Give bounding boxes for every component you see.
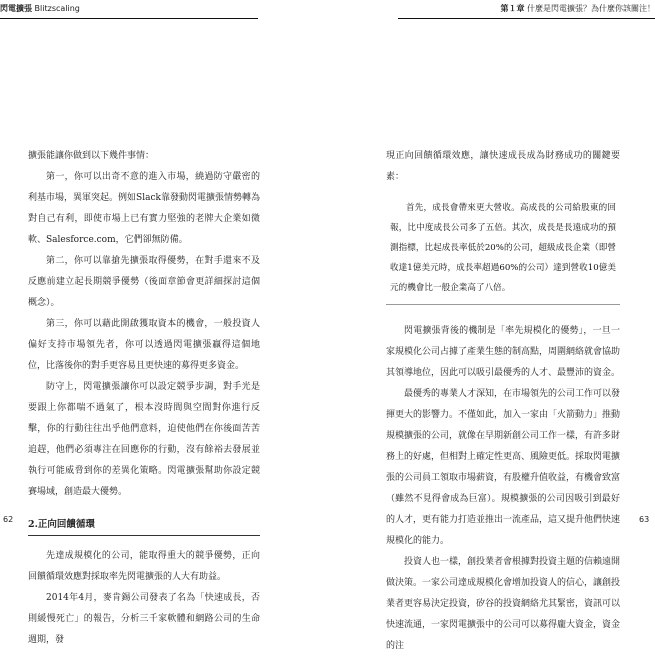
paragraph: 閃電擴張背後的機制是「率先規模化的優勢」，一旦一家規模化公司占據了產業生態的制高點，周圍網絡就會協助其領導地位，因此可以吸引最優秀的人才、最豐沛的資金。 [386, 326, 621, 378]
chapter-title: 什麼是閃電擴張？為什麼你該關注！ [527, 4, 655, 13]
paragraph: 擴張能讓你做到以下幾件事情： [28, 151, 155, 161]
paragraph: 現正向回饋循環效應，讓快速成長成為財務成功的關鍵要素： [386, 151, 620, 182]
paragraph: 先達成規模化的公司，能取得重大的競爭優勢，正向回饋循環效應對採取率先閃電擴張的人大有助益。 [28, 551, 260, 582]
block-quote: 首先，成長會帶來更大營收。高成長的公司給股東的回報，比中度成長公司多了五倍。其次，成長是長遠成功的預測指標，比起成長率低於20%的公司，超級成長企業（即營收達1億美元時，成長率超過60%的公司）達到營收10億美元的機會比一般企業高了八倍。 [386, 198, 620, 305]
section-title: 2.正向回饋循環 [28, 517, 260, 536]
running-head-right [398, 0, 655, 19]
page-number-left: 62 [3, 515, 14, 524]
left-page [28, 146, 260, 651]
page-number-right: 63 [639, 515, 650, 524]
paragraph: 最優秀的專業人才深知，在市場領先的公司工作可以發揮更大的影響力。不僅如此，加入一家由「火箭動力」推動規模擴張的公司，就像在早期新創公司工作一樣，有許多財務上的好處，但相對上確定性更高、風險更低。採取閃電擴張的公司員工領取市場薪資，有股權升值收益，有機會致富（雖然不見得會成為巨富）。規模擴張的公司因吸引到最好的人才，更有能力打造並推出一流產品，這又提升他們快速規模化的能力。 [386, 389, 621, 546]
paragraph: 第二，你可以靠搶先擴張取得優勢，在對手還來不及反應前建立起長期競爭優勢（後面章節會更詳細探討這個概念）。 [28, 256, 260, 308]
paragraph: 第三，你可以藉此開啟獲取資本的機會，一般投資人偏好支持市場領先者，你可以透過閃電擴張贏得這個地位，比落後你的對手更容易且更快速的募得更多資金。 [28, 319, 260, 371]
paragraph: 第一，你可以出奇不意的進入市場，繞過防守嚴密的利基市場，異軍突起。例如Slack靠發動閃電擴張情勢轉為對自己有利，即使市場上已有實力堅強的老牌大企業如微軟、Salesforce.com，它們卻無防備。 [28, 172, 260, 245]
book-subtitle: Blitzscaling [34, 4, 80, 13]
paragraph: 投資人也一樣，創投業者會根據對投資主題的信賴遠開做決策。一家公司達成規模化會增加投資人的信心，讓創投業者更容易決定投資，矽谷的投資網絡尤其緊密，資訊可以快速流通，一家閃電擴張中的公司可以募得龐大資金，資金的注 [386, 557, 621, 651]
right-page [386, 146, 620, 657]
paragraph: 防守上，閃電擴張讓你可以設定競爭步調，對手光是要跟上你都喘不過氣了，根本沒時間與空間對你進行反擊，你的行動往往出乎他們意料，迫使他們在你後面苦苦追趕，他們必須專注在回應你的行動，沒有餘裕去發展並執行可能威脅到你的差異化策略。閃電擴張幫助你設定競賽場域，創造最大優勢。 [28, 382, 260, 497]
paragraph: 2014年4月，麥肯錫公司發表了名為「快速成長，否則緩慢死亡」的報告，分析三千家軟體和網路公司的生命週期，發 [28, 593, 260, 645]
book-title: 閃電擴張 [0, 4, 32, 13]
chapter-label: 第１章 [500, 4, 525, 13]
running-head-left [0, 0, 258, 19]
